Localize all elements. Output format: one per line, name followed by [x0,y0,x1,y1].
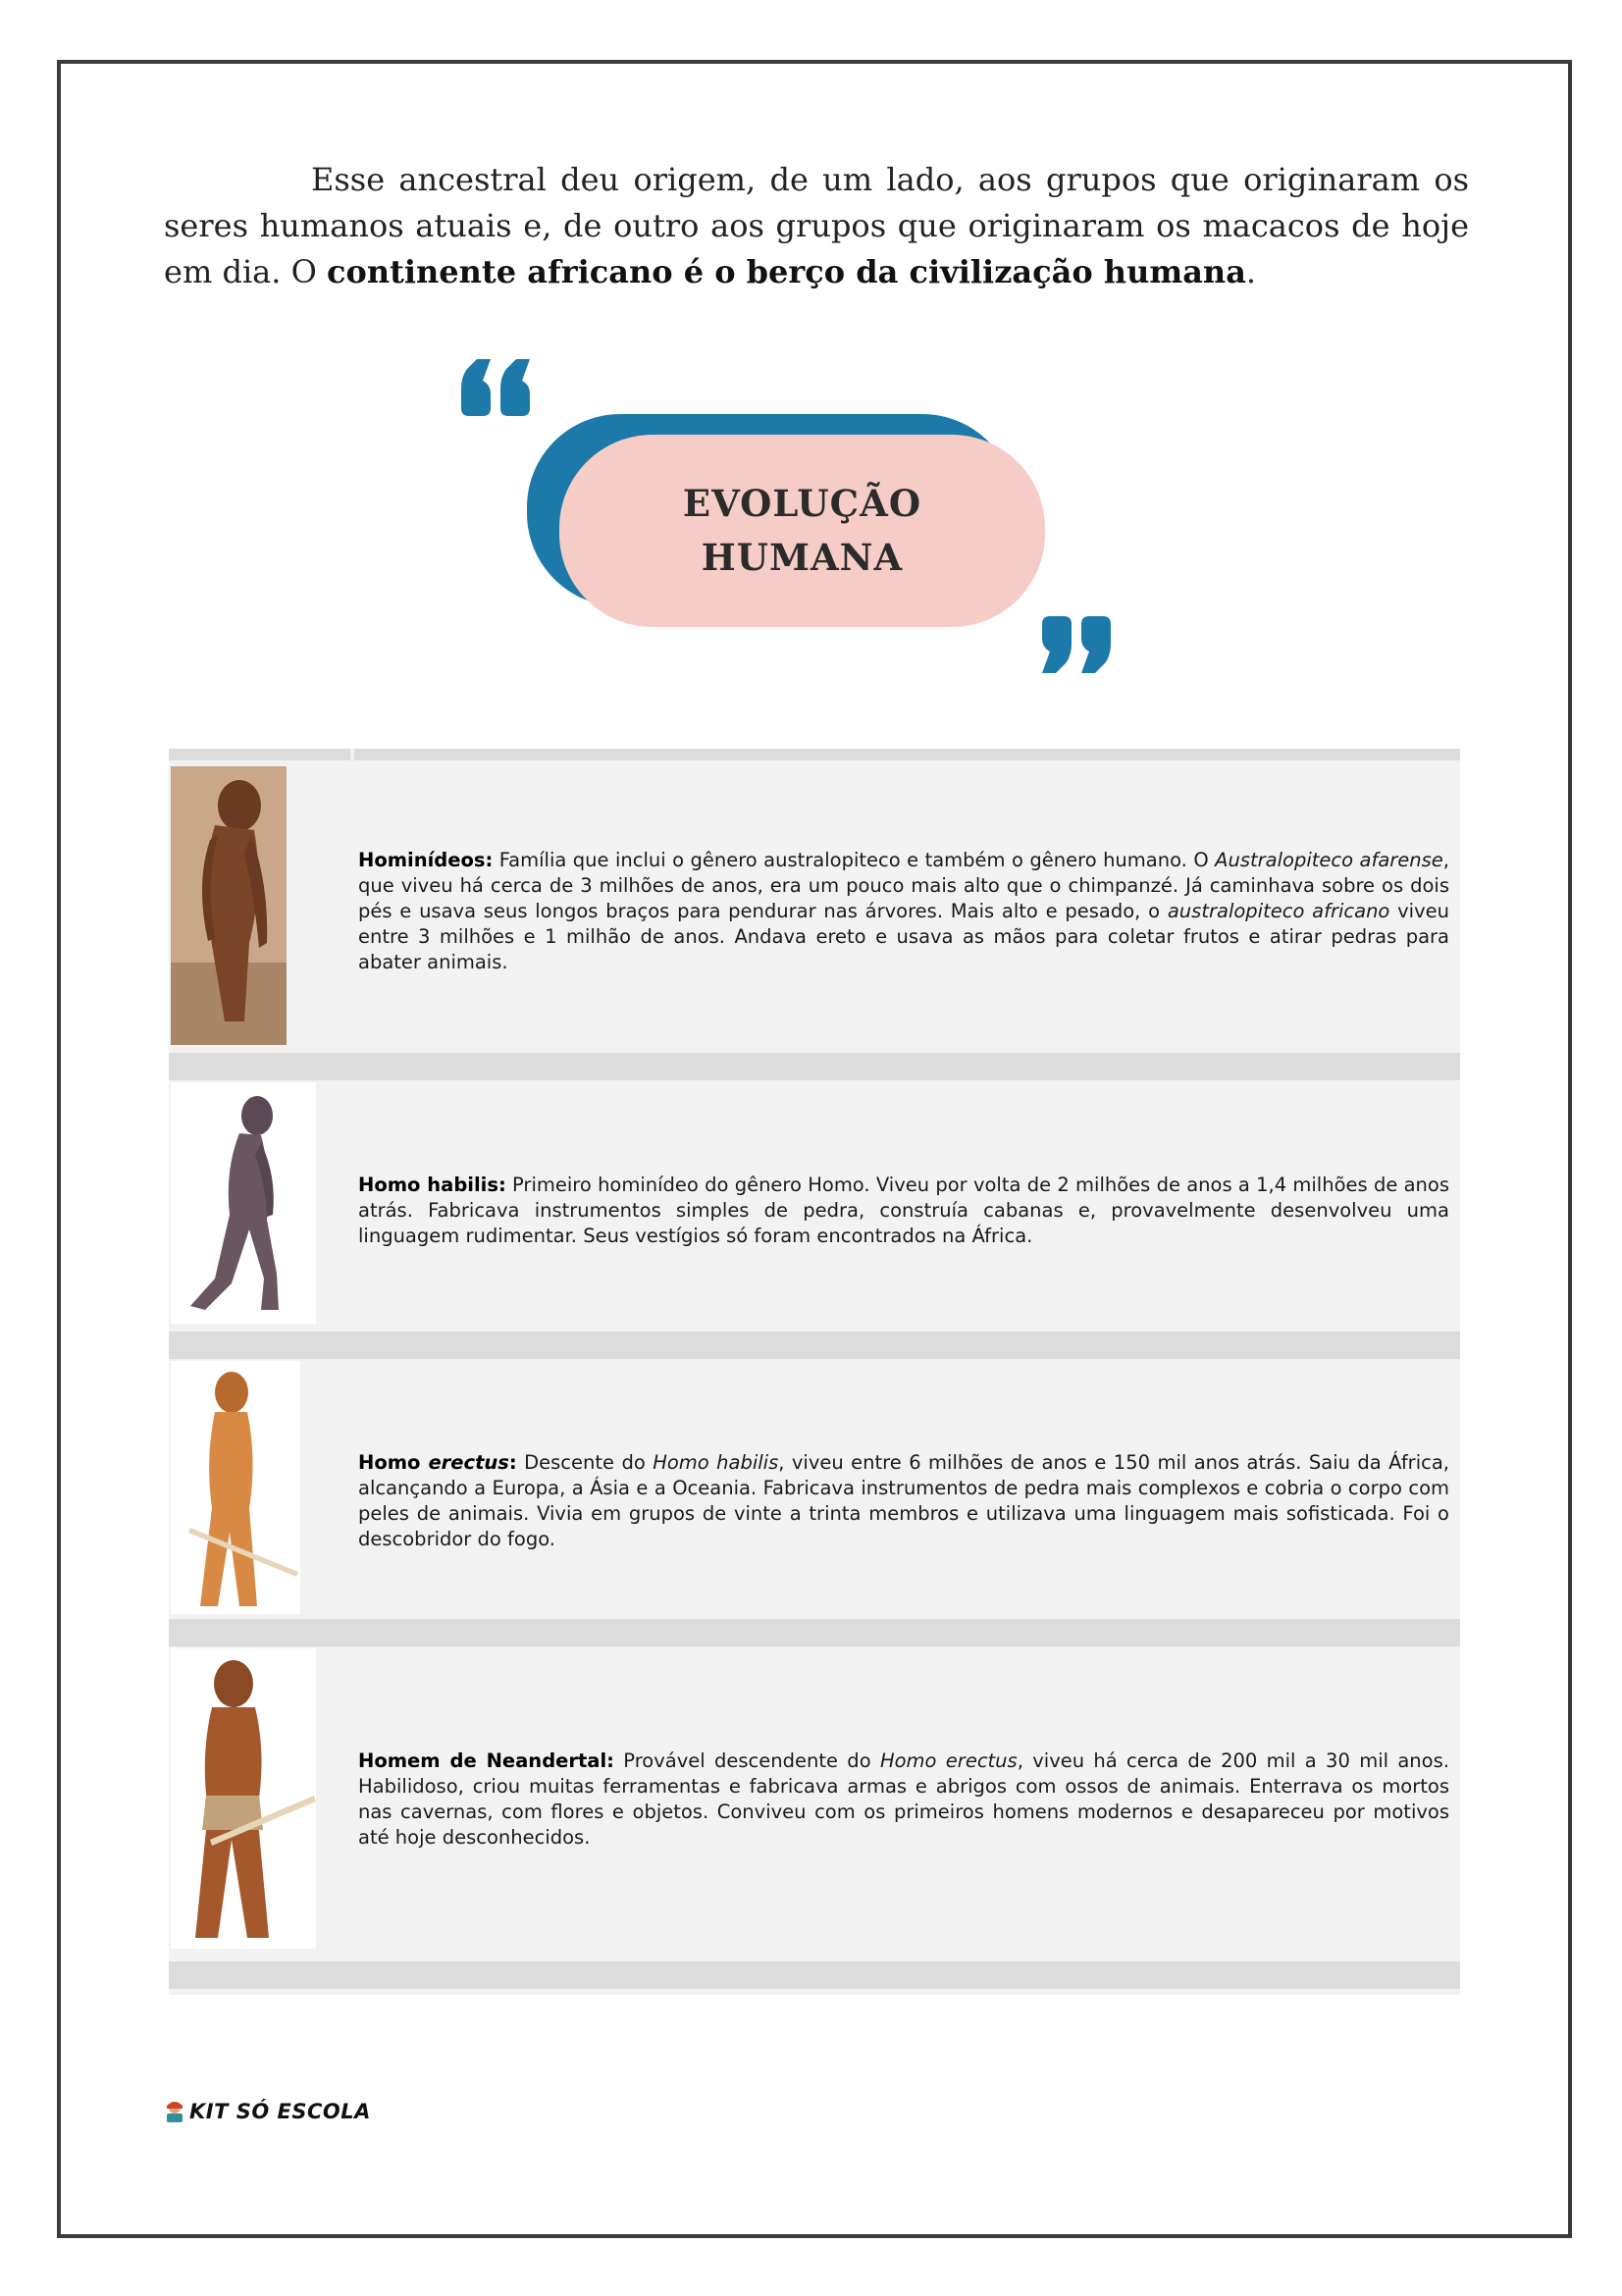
entry-homo-erectus [169,1359,1460,1624]
entry-homem-de-neandertal [169,1646,1460,1960]
quote-close-icon [1042,614,1113,678]
table-separator [169,1619,1460,1646]
section-title-badge [559,435,1045,627]
intro-bold-text: continente africano é o berço da civilização humana [327,253,1246,290]
intro-paragraph [164,157,1469,295]
entry-text: Homem de Neandertal: Provável descendente do Homo erectus, viveu há cerca de 200 mil a 30 mil anos. Habilidoso, criou muitas ferramentas e fabricava armas e abrigos com ossos de animais. Enterrava os mortos nas cavernas, com flores e objetos. Conviveu com os primeiros homens modernos e desapareceu por motivos até hoje desconhecidos. [358,1749,1449,1849]
entry-text: Homo erectus: Descente do Homo habilis, viveu entre 6 milhões de anos e 150 mil anos atrás. Saiu da África, alcançando a Europa, a Ásia e a Oceania. Fabricava instrumentos de pedra mais complexos e cobria o corpo com peles de animais. Vivia em grupos de vinte a trinta membros e utilizava uma linguagem mais sofisticada. Foi o descobridor do fogo. [358,1451,1449,1550]
entry-title: Homo habilis: [358,1174,506,1196]
entry-text: Hominídeos: Família que inclui o gênero australopiteco e também o gênero humano. O Australopiteco afarense, que viveu há cerca de 3 milhões de anos, era um pouco mais alto que o chimpanzé. Já caminhava sobre os dois pés e usava seus longos braços para pendurar nas árvores. Mais alto e pesado, o australopiteco africano viveu entre 3 milhões e 1 milhão de anos. Andava ereto e usava as mãos para coletar frutos e atirar pedras para abater animais. [358,849,1449,973]
neanderthal-illustration [171,1648,316,1949]
entry-hominideos [169,760,1460,1065]
homo-erectus-illustration [171,1361,300,1614]
table-separator [169,749,1460,760]
badge-title-line1: EVOLUÇÃO [682,482,922,525]
table-separator [169,1961,1460,1989]
table-separator [169,1331,1460,1359]
australopithecus-illustration [171,766,287,1045]
entry-text: Homo habilis: Primeiro hominídeo do gênero Homo. Viveu por volta de 2 milhões de anos a 1,4 milhões de anos atrás. Fabricava instrumentos simples de pedra, construía cabanas e, provavelmente desenvolveu uma linguagem rudimentar. Seus vestígios só foram encontrados na África. [358,1174,1449,1247]
footer-logo [164,2100,371,2123]
quote-open-icon [461,359,532,423]
intro-text-end: . [1245,253,1257,290]
entry-title: Homem de Neandertal: [358,1749,614,1772]
homo-habilis-illustration [171,1082,316,1324]
entry-title: Hominídeos: [358,849,494,871]
intro-text: Esse ancestral deu origem, de um lado, aos grupos que originaram os seres humanos atuais e, de outro aos grupos que originaram os macacos de hoje em dia. O [164,161,1469,290]
evolution-table [169,749,1460,1995]
entry-title: Homo erectus: [358,1451,517,1474]
entry-homo-habilis [169,1080,1460,1343]
badge-title-line2: HUMANA [701,536,904,579]
kit-logo-icon [164,2100,185,2123]
table-separator [169,1053,1460,1080]
footer-logo-text: KIT SÓ ESCOLA [189,2100,371,2123]
